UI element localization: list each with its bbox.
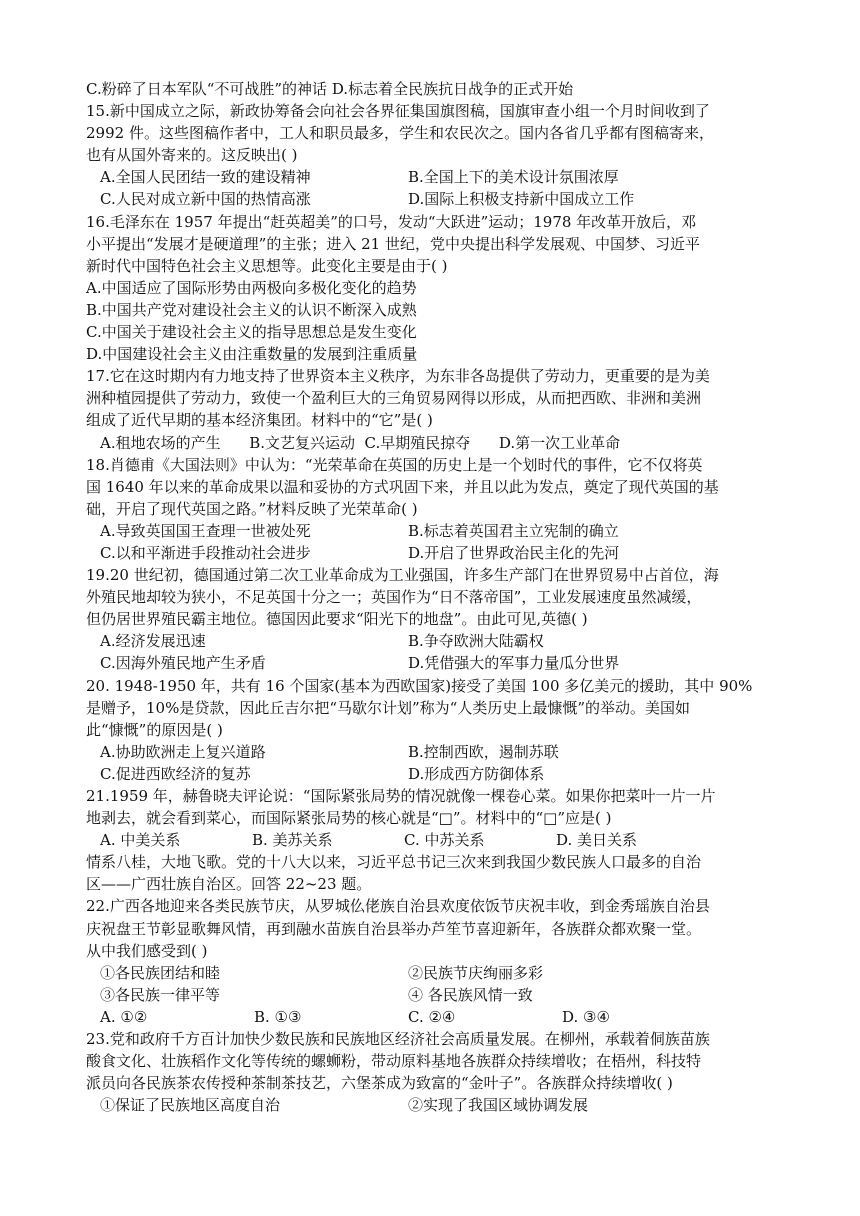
option-d: D.国际上积极支持新中国成立工作 xyxy=(408,190,635,209)
options-row xyxy=(86,741,786,763)
question-15 xyxy=(86,100,786,210)
question-text: 派员向各民族茶农传授种茶制茶技艺，六堡茶成为致富的“金叶子”。各族群众持续增收( ) xyxy=(86,1074,673,1093)
option-c: C.促进西欧经济的复苏 xyxy=(100,764,251,783)
context-passage xyxy=(86,851,786,895)
question-text: 酸食文化、壮族稻作文化等传统的螺蛳粉，带动原料基地各族群众持续增收；在梧州，科技特 xyxy=(86,1052,702,1071)
question-text: 17.它在这时期内有力地支持了世界资本主义秩序，为东非各岛提供了劳动力，更重要的是为美 xyxy=(86,367,710,386)
option-b: B.争夺欧洲大陆霸权 xyxy=(408,632,544,651)
question-22 xyxy=(86,895,786,1028)
question-text: 2992 件。这些图稿作者中，工人和职员最多，学生和农民次之。国内各省几乎都有图稿寄来， xyxy=(86,124,714,143)
option-d: D.形成西方防御体系 xyxy=(408,764,545,783)
question-16 xyxy=(86,211,786,366)
options-row xyxy=(86,542,786,564)
question-23 xyxy=(86,1028,786,1116)
option-b: B.控制西欧，遏制苏联 xyxy=(408,742,559,761)
option-d: D.开启了世界政治民主化的先河 xyxy=(408,543,620,562)
options-row xyxy=(86,520,786,542)
option-b: B.全国上下的美术设计氛围浓厚 xyxy=(408,168,619,187)
option-a: A.导致英国国王查理一世被处死 xyxy=(100,521,311,540)
options-row xyxy=(86,763,786,785)
statement-4: ④ 各民族风情一致 xyxy=(408,985,533,1004)
question-text: 23.党和政府千方百计加快少数民族和民族地区经济社会高质量发展。在柳州，承载着侗族苗族 xyxy=(86,1030,710,1049)
question-text: 外殖民地却较为狭小，不足英国十分之一；英国作为“日不落帝国”，工业发展速度虽然减缓， xyxy=(86,588,702,607)
option-a: A.全国人民团结一致的建设精神 xyxy=(100,168,311,187)
question-text: 地剥去，就会看到菜心，而国际紧张局势的核心就是“□”。材料中的“□”应是( ) xyxy=(86,809,612,828)
option-a: A.协助欧洲走上复兴道路 xyxy=(100,742,266,761)
option-a: A.中国适应了国际形势由两极向多极化变化的趋势 xyxy=(86,278,417,297)
q14-options-cd: C.粉碎了日本军队“不可战胜”的神话 D.标志着全民族抗日战争的正式开始 xyxy=(86,80,574,98)
question-text: 20. 1948-1950 年，共有 16 个国家(基本为西欧国家)接受了美国 100 多亿美元的援助，其中 90% xyxy=(86,676,753,695)
question-text: 15.新中国成立之际，新政协筹备会向社会各界征集国旗图稿，国旗审查小组一个月时间收到了 xyxy=(86,102,710,121)
question-text: 新时代中国特色社会主义思想等。此变化主要是由于( ) xyxy=(86,256,448,275)
question-text: 19.20 世纪初，德国通过第二次工业革命成为工业强国，许多生产部门在世界贸易中占首位，海 xyxy=(86,566,719,585)
option-c: C.人民对成立新中国的热情高涨 xyxy=(100,190,311,209)
option-d: D. 美日关系 xyxy=(556,831,638,850)
question-text: 从中我们感受到( ) xyxy=(86,941,208,960)
question-text: 小平提出“发展才是硬道理”的主张；进入 21 世纪，党中央提出科学发展观、中国梦、习近平 xyxy=(86,234,700,253)
question-18 xyxy=(86,454,786,564)
option-b: B.标志着英国君主立宪制的确立 xyxy=(408,521,619,540)
options-row xyxy=(86,1006,786,1028)
question-text: 此“慷慨”的原因是( ) xyxy=(86,720,223,739)
question-text: 组成了近代早期的基本经济集团。材料中的“它”是( ) xyxy=(86,411,433,430)
question-text: 础，开启了现代英国之路。”材料反映了光荣革命( ) xyxy=(86,499,418,518)
option-a: A. ①② xyxy=(100,1007,148,1026)
option-b: B. 美苏关系 xyxy=(252,831,333,850)
option-d: D.凭借强大的军事力量瓜分世界 xyxy=(408,654,620,673)
statement-2: ②民族节庆绚丽多彩 xyxy=(408,963,544,982)
question-20 xyxy=(86,675,786,785)
options-row xyxy=(86,630,786,652)
statement-1: ①保证了民族地区高度自治 xyxy=(100,1096,281,1115)
context-text: 情系八桂，大地飞歌。党的十八大以来，习近平总书记三次来到我国少数民族人口最多的自治 xyxy=(86,853,702,872)
options-row xyxy=(86,166,786,188)
option-c: C.以和平渐进手段推动社会进步 xyxy=(100,543,311,562)
question-text: 也有从国外寄来的。这反映出( ) xyxy=(86,146,298,165)
question-text: 庆祝盘王节彰显歌舞风情，再到融水苗族自治县举办芦笙节喜迎新年，各族群众都欢聚一堂。 xyxy=(86,919,702,938)
statement-2: ②实现了我国区域协调发展 xyxy=(408,1096,589,1115)
option-b: B.中国共产党对建设社会主义的认识不断深入成熟 xyxy=(86,300,417,319)
context-text: 区——广西壮族自治区。回答 22~23 题。 xyxy=(86,875,372,894)
option-c: C. ②④ xyxy=(408,1007,456,1026)
option-a: A. 中美关系 xyxy=(100,831,181,850)
question-text: 16.毛泽东在 1957 年提出“赶英超美”的口号，发动“大跃进”运动；1978 年改革开放后，邓 xyxy=(86,212,697,231)
option-c: C.因海外殖民地产生矛盾 xyxy=(100,654,266,673)
question-text: 国 1640 年以来的革命成果以温和妥协的方式巩固下来，并且以此为发点，奠定了现代英国的基 xyxy=(86,477,719,496)
option-d: D.中国建设社会主义由注重数量的发展到注重质量 xyxy=(86,345,418,364)
options-row xyxy=(86,829,786,851)
options-row xyxy=(86,652,786,674)
option-a: A.经济发展迅速 xyxy=(100,632,206,651)
exam-page xyxy=(86,78,786,1116)
statements-row xyxy=(86,962,786,984)
option-d: D. ③④ xyxy=(562,1007,610,1026)
question-19 xyxy=(86,564,786,674)
question-text: 21.1959 年，赫鲁晓夫评论说：“国际紧张局势的情况就像一棵卷心菜。如果你把菜叶一片一片 xyxy=(86,787,716,805)
question-text: 但仍居世界殖民霸主地位。德国因此要求“阳光下的地盘”。由此可见,英德( ) xyxy=(86,610,588,629)
option-b: B. ①③ xyxy=(254,1007,302,1026)
statements-row xyxy=(86,1094,786,1116)
question-21 xyxy=(86,785,786,851)
question-text: 是赠予，10%是贷款，因此丘吉尔把“马歇尔计划”称为“人类历史上最慷慨”的举动。美国如 xyxy=(86,698,691,717)
question-text: 洲种植园提供了劳动力，致使一个盈利巨大的三角贸易网得以形成，从而把西欧、非洲和美洲 xyxy=(86,389,702,408)
question-text: 18.肖德甫《大国法则》中认为：“光荣革命在英国的历史上是一个划时代的事件，它不仅将英 xyxy=(86,455,703,474)
option-c: C.中国关于建设社会主义的指导思想总是发生变化 xyxy=(86,323,417,342)
statement-3: ③各民族一律平等 xyxy=(100,985,221,1004)
statement-1: ①各民族团结和睦 xyxy=(100,963,221,982)
question-text: 22.广西各地迎来各类民族节庆，从罗城仫佬族自治县欢度依饭节庆祝丰收，到金秀瑶族自治县 xyxy=(86,897,710,916)
options-row: A.租地农场的产生 B.文艺复兴运动 C.早期殖民掠夺 D.第一次工业革命 xyxy=(100,433,621,452)
question-17 xyxy=(86,365,786,453)
options-row xyxy=(86,188,786,210)
option-c: C. 中苏关系 xyxy=(404,831,485,850)
statements-row xyxy=(86,984,786,1006)
